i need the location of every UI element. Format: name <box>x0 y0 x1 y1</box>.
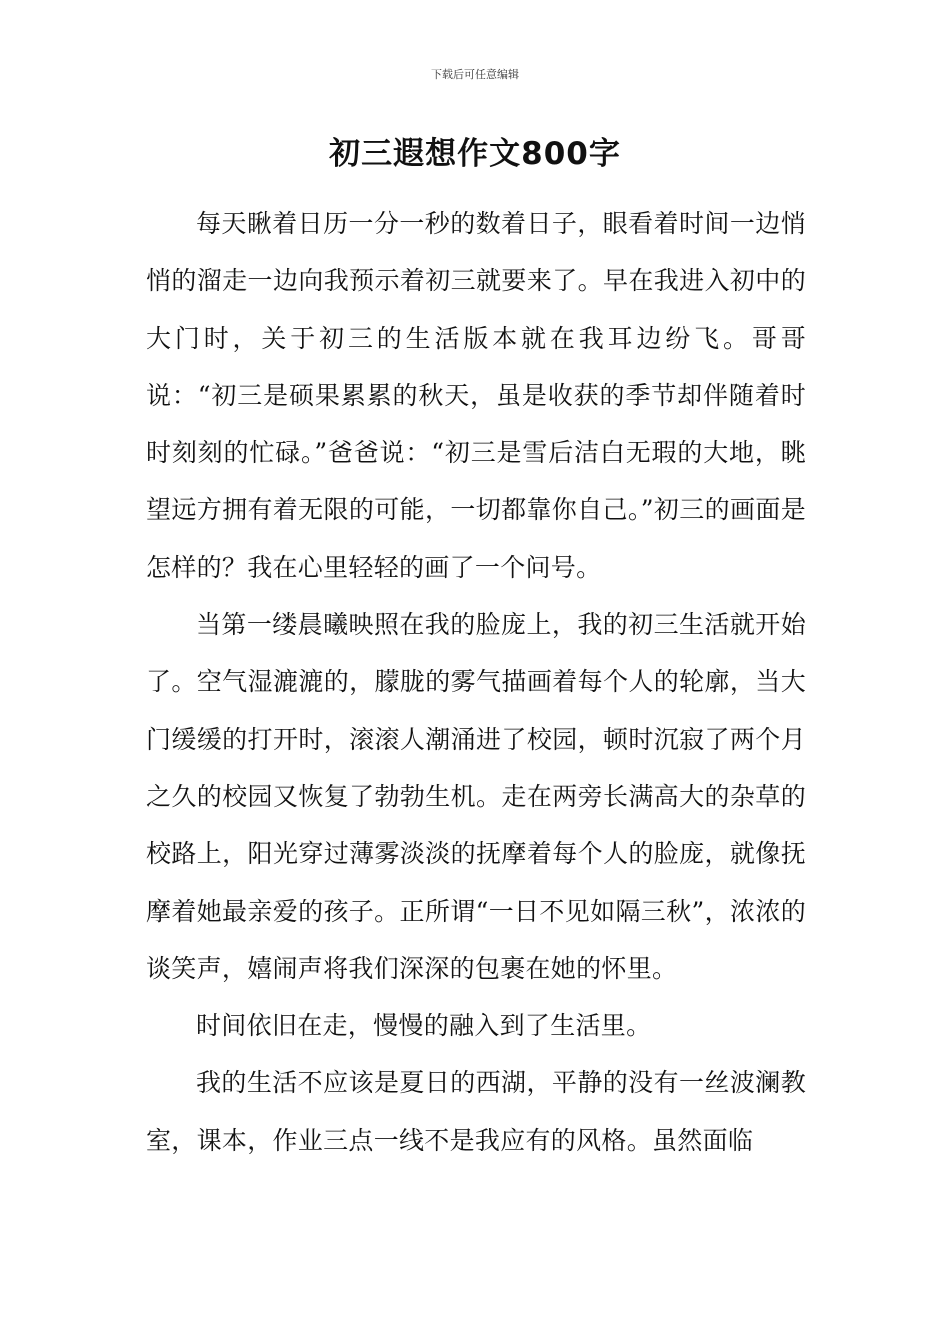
document-title: 初三遐想作文800字 <box>329 136 621 172</box>
paragraph-4: 我的生活不应该是夏日的西湖，平静的没有一丝波澜教室，课本，作业三点一线不是我应有的风格。虽然面临 <box>146 1068 806 1155</box>
paragraph-3: 时间依旧在走，慢慢的融入到了生活里。 <box>196 1011 652 1041</box>
header-note: 下载后可任意编辑 <box>431 68 519 81</box>
document-body <box>146 195 806 1169</box>
paragraph-1: 每天瞅着日历一分一秒的数着日子，眼看着时间一边悄悄的溜走一边向我预示着初三就要来了。早在我进入初中的大门时，关于初三的生活版本就在我耳边纷飞。哥哥说：“初三是硕果累累的秋天，虽是收获的季节却伴随着时时刻刻的忙碌。”爸爸说：“初三是雪后洁白无瑕的大地，眺望远方拥有着无限的可能，一切都靠你自己。”初三的画面是怎样的？我在心里轻轻的画了一个问号。 <box>146 209 806 582</box>
paragraph-2: 当第一缕晨曦映照在我的脸庞上，我的初三生活就开始了。空气湿漉漉的，朦胧的雾气描画着每个人的轮廓，当大门缓缓的打开时，滚滚人潮涌进了校园，顿时沉寂了两个月之久的校园又恢复了勃勃生机。走在两旁长满高大的杂草的校路上，阳光穿过薄雾淡淡的抚摩着每个人的脸庞，就像抚摩着她最亲爱的孩子。正所谓“一日不见如隔三秋”，浓浓的谈笑声，嬉闹声将我们深深的包裹在她的怀里。 <box>146 610 806 983</box>
